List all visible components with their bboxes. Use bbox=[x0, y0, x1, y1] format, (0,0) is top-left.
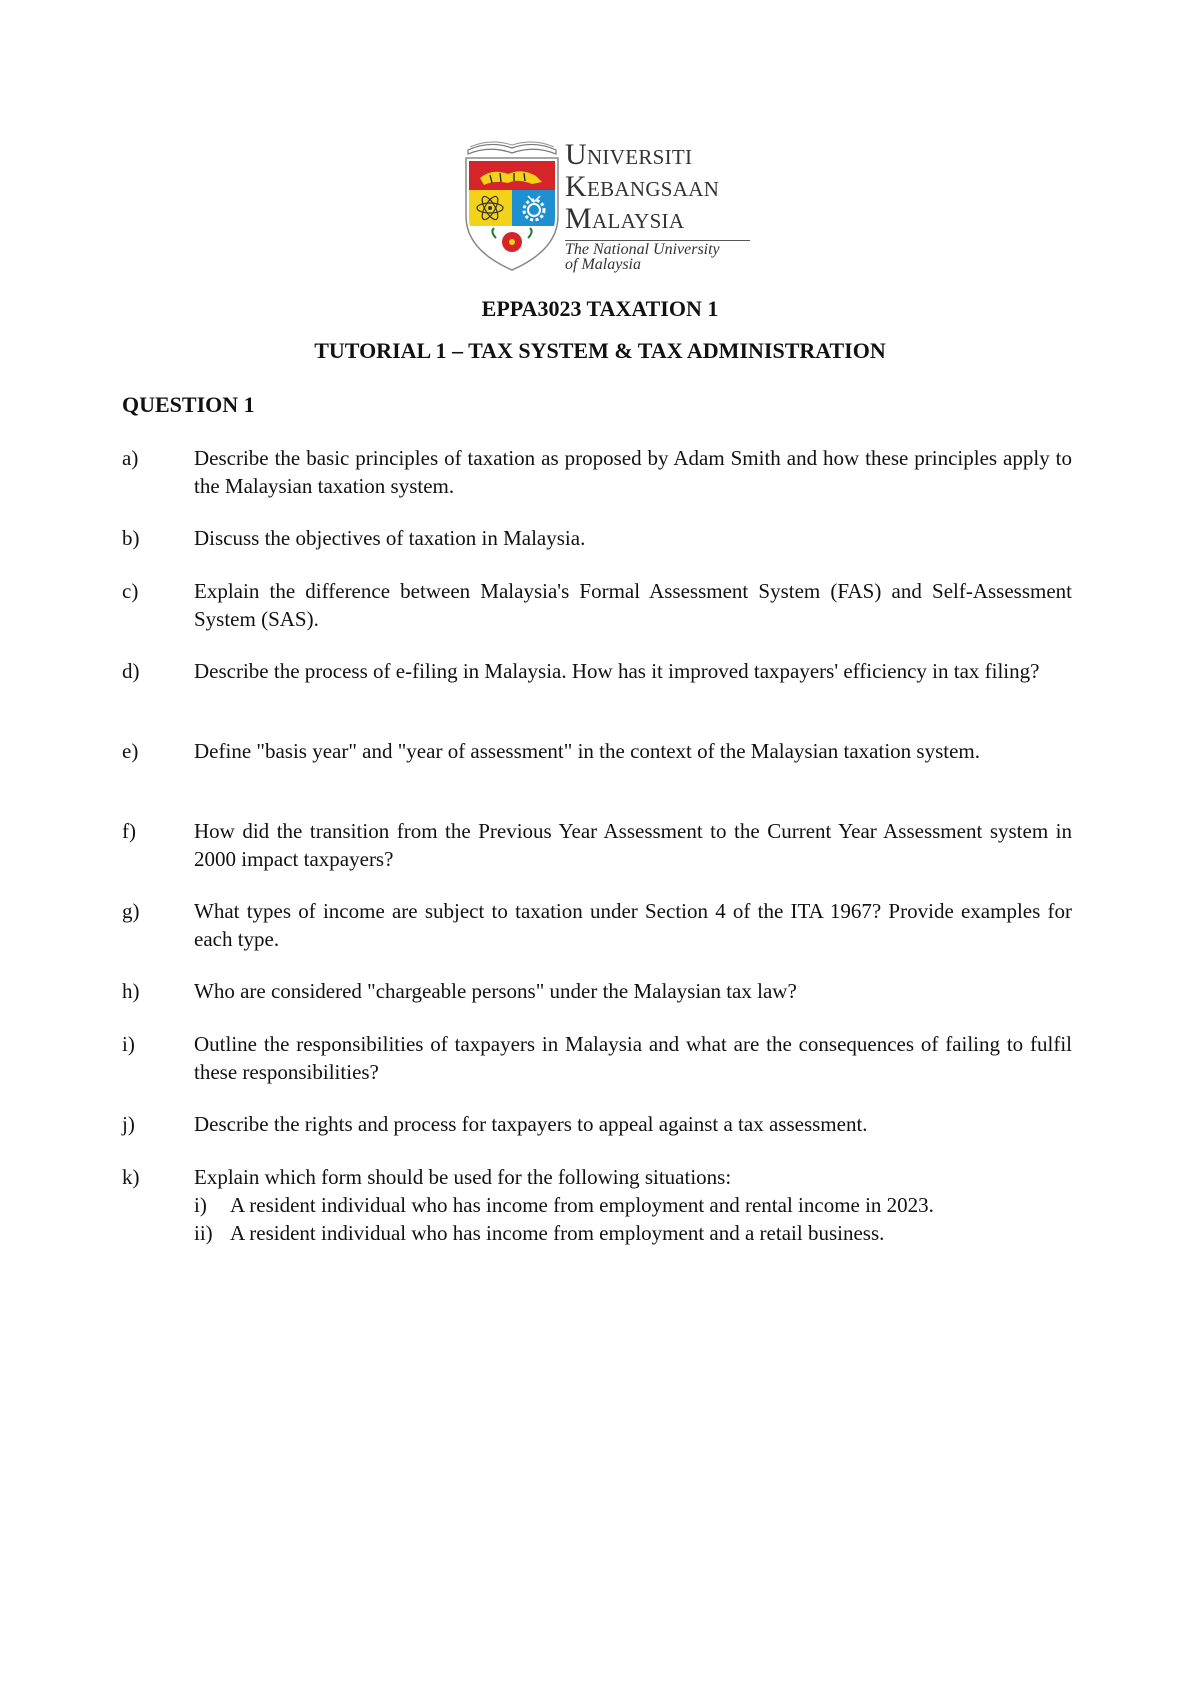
question-text: What types of income are subject to taxation under Section 4 of the ITA 1967? Provide examples for each type. bbox=[194, 899, 1072, 951]
university-name-line-3: MALAYSIA bbox=[565, 202, 685, 235]
tutorial-title: TUTORIAL 1 – TAX SYSTEM & TAX ADMINISTRATION bbox=[314, 338, 886, 363]
course-title: EPPA3023 TAXATION 1 bbox=[481, 296, 719, 321]
question-letter: f) bbox=[122, 819, 136, 843]
question-text: Outline the responsibilities of taxpayers in Malaysia and what are the consequences of failing to fulfil these responsibilities? bbox=[194, 1032, 1072, 1084]
logo-tagline-2: of Malaysia bbox=[565, 256, 641, 273]
question-letter: b) bbox=[122, 526, 140, 550]
university-logo bbox=[462, 138, 752, 278]
question-text: Who are considered "chargeable persons" under the Malaysian tax law? bbox=[194, 979, 797, 1003]
sub-item-text: A resident individual who has income from employment and a retail business. bbox=[230, 1221, 885, 1245]
question-letter: d) bbox=[122, 659, 140, 683]
question-letter: k) bbox=[122, 1165, 140, 1189]
question-text: Describe the basic principles of taxation as proposed by Adam Smith and how these principles apply to the Malaysian taxation system. bbox=[194, 446, 1072, 498]
ukm-crest-icon bbox=[462, 138, 562, 278]
question-text: Explain which form should be used for the following situations: bbox=[194, 1165, 732, 1189]
sub-item-text: A resident individual who has income from employment and rental income in 2023. bbox=[230, 1193, 934, 1217]
sub-item-ii bbox=[194, 1219, 884, 1247]
sub-item-number: ii) bbox=[194, 1221, 213, 1245]
question-letter: c) bbox=[122, 579, 139, 603]
question-letter: i) bbox=[122, 1032, 135, 1056]
question-text: Describe the process of e-filing in Malaysia. How has it improved taxpayers' efficiency in tax filing? bbox=[194, 659, 1040, 683]
question-text: Define "basis year" and "year of assessment" in the context of the Malaysian taxation system. bbox=[194, 739, 980, 763]
sub-item-number: i) bbox=[194, 1193, 207, 1217]
logo-tagline-1: The National University bbox=[565, 241, 720, 258]
university-name bbox=[565, 140, 755, 272]
question-letter: a) bbox=[122, 446, 139, 470]
question-heading: QUESTION 1 bbox=[122, 392, 255, 417]
university-name-line-2: KEBANGSAAN bbox=[565, 170, 720, 203]
question-letter: e) bbox=[122, 739, 139, 763]
university-name-line-1: UNIVERSITI bbox=[565, 138, 693, 171]
question-letter: j) bbox=[122, 1112, 135, 1136]
question-text: How did the transition from the Previous Year Assessment to the Current Year Assessment system in 2000 impact taxpayers? bbox=[194, 819, 1072, 871]
question-text: Explain the difference between Malaysia's Formal Assessment System (FAS) and Self-Assessment System (SAS). bbox=[194, 579, 1072, 631]
question-text: Describe the rights and process for taxpayers to appeal against a tax assessment. bbox=[194, 1112, 868, 1136]
question-text: Discuss the objectives of taxation in Malaysia. bbox=[194, 526, 586, 550]
question-letter: g) bbox=[122, 899, 140, 923]
sub-item-i bbox=[194, 1191, 934, 1219]
question-letter: h) bbox=[122, 979, 140, 1003]
